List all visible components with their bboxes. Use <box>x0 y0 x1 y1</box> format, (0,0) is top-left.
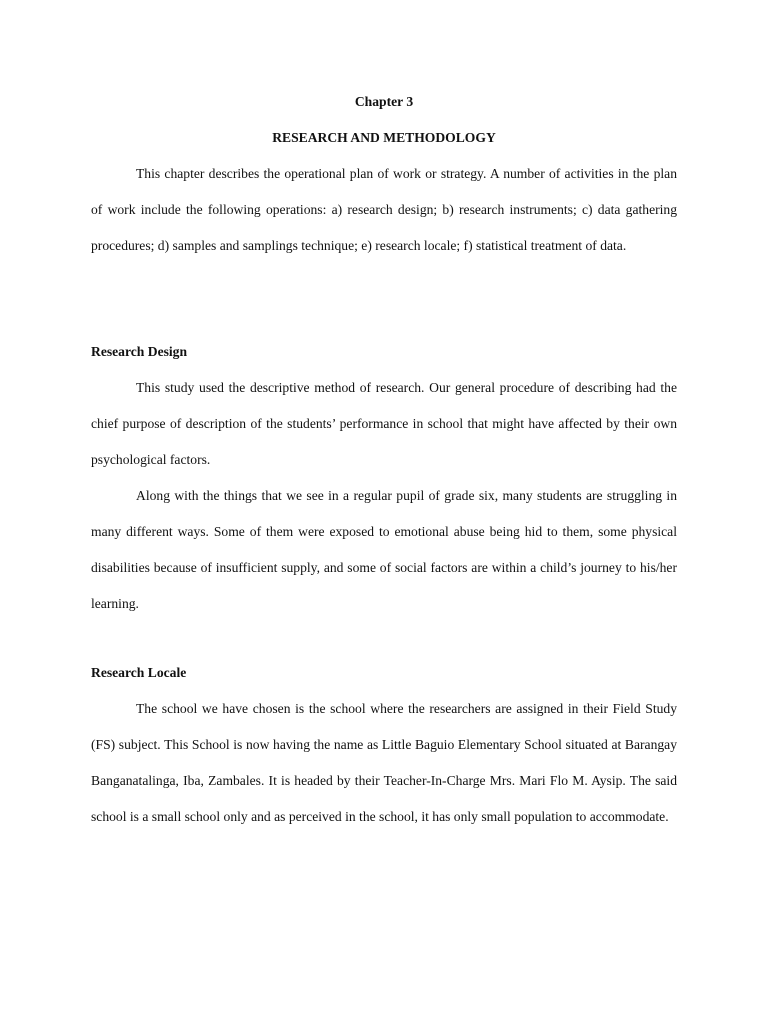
section-heading-research-locale: Research Locale <box>91 665 187 680</box>
research-locale-block <box>91 691 677 835</box>
intro-block <box>91 156 677 264</box>
research-design-block <box>91 370 677 622</box>
research-design-paragraph-2: Along with the things that we see in a regular pupil of grade six, many students are struggling in many different ways. Some of them were exposed to emotional abuse being hid to them, some physical disabilities because of insufficient supply, and some of social factors are within a child’s journey to his/her learning. <box>91 488 677 611</box>
section-heading-research-design: Research Design <box>91 344 188 359</box>
chapter-title: RESEARCH AND METHODOLOGY <box>272 130 496 145</box>
chapter-number: Chapter 3 <box>354 94 414 109</box>
research-design-paragraph-1: This study used the descriptive method of research. Our general procedure of describing had the chief purpose of description of the students’ performance in school that might have affected by their own psychological factors. <box>91 380 677 467</box>
research-locale-paragraph-1: The school we have chosen is the school where the researchers are assigned in their Field Study (FS) subject. This School is now having the name as Little Baguio Elementary School situated at Barangay Banganatalinga, Iba, Zambales. It is headed by their Teacher-In-Charge Mrs. Mari Flo M. Aysip. The said school is a small school only and as perceived in the school, it has only small population to accommodate. <box>91 701 677 824</box>
intro-paragraph: This chapter describes the operational plan of work or strategy. A number of activities in the plan of work include the following operations: a) research design; b) research instruments; c) data gathering procedures; d) samples and samplings technique; e) research locale; f) statistical treatment of data. <box>91 166 677 253</box>
